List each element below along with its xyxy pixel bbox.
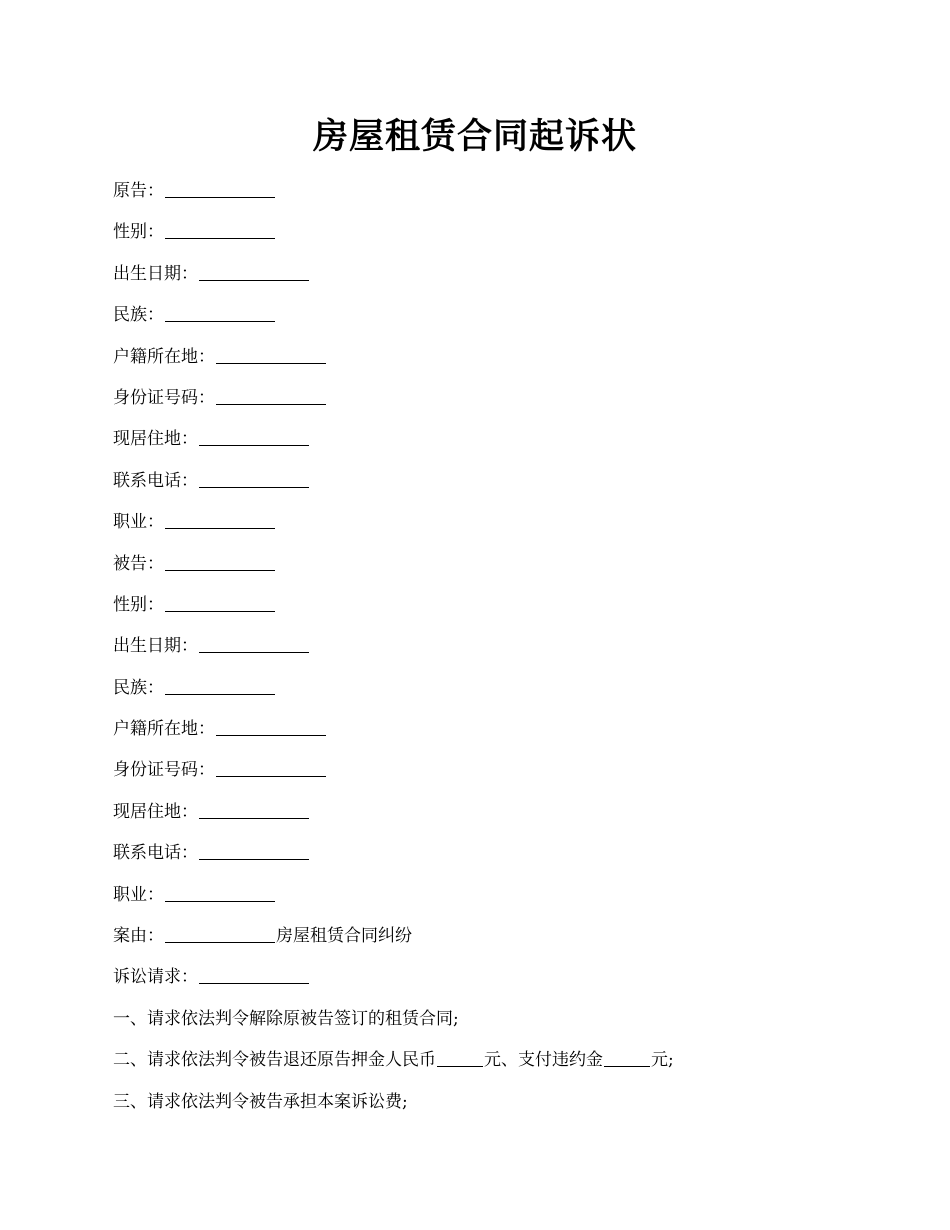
claim-item-2-text-b: 元、支付违约金 [484, 1050, 603, 1071]
case-cause-label: 案由： [113, 926, 164, 947]
claim-item-1-text: 一、请求依法判令解除原被告签订的租赁合同; [113, 1008, 459, 1029]
defendant-ethnicity-line [113, 674, 873, 715]
case-cause-blank [165, 922, 275, 943]
plaintiff-ethnicity-line [113, 301, 873, 342]
defendant-id-blank [216, 756, 326, 777]
deposit-amount-blank [437, 1046, 483, 1067]
defendant-address-label: 现居住地： [113, 801, 198, 822]
claims-label-line [113, 963, 873, 1004]
defendant-phone-line [113, 839, 873, 880]
plaintiff-ethnicity-label: 民族： [113, 305, 164, 326]
document-title: 房屋租赁合同起诉状 [312, 116, 637, 157]
plaintiff-phone-label: 联系电话： [113, 470, 198, 491]
plaintiff-hukou-line [113, 343, 873, 384]
plaintiff-address-line [113, 425, 873, 466]
defendant-name-blank [165, 550, 275, 571]
case-cause-line [113, 922, 873, 963]
defendant-phone-label: 联系电话： [113, 843, 198, 864]
defendant-job-line [113, 881, 873, 922]
defendant-gender-blank [165, 591, 275, 612]
defendant-hukou-label: 户籍所在地： [113, 719, 215, 740]
plaintiff-id-label: 身份证号码： [113, 387, 215, 408]
penalty-amount-blank [604, 1046, 650, 1067]
defendant-address-line [113, 798, 873, 839]
plaintiff-birth-label: 出生日期： [113, 263, 198, 284]
claim-item-2-text-c: 元; [651, 1050, 674, 1071]
defendant-id-label: 身份证号码： [113, 760, 215, 781]
plaintiff-gender-blank [165, 218, 275, 239]
plaintiff-hukou-blank [216, 343, 326, 364]
defendant-id-line [113, 756, 873, 797]
case-cause-suffix: 房屋租赁合同纠纷 [276, 926, 412, 947]
claim-item-2-text-a: 二、请求依法判令被告退还原告押金人民币 [113, 1050, 436, 1071]
defendant-address-blank [199, 798, 309, 819]
claim-item-3-text: 三、请求依法判令被告承担本案诉讼费; [113, 1091, 408, 1112]
claim-item-2 [113, 1046, 873, 1087]
defendant-gender-line [113, 591, 873, 632]
plaintiff-address-label: 现居住地： [113, 429, 198, 450]
defendant-job-blank [165, 881, 275, 902]
defendant-gender-label: 性别： [113, 594, 164, 615]
plaintiff-name-line [113, 177, 873, 218]
plaintiff-id-blank [216, 384, 326, 405]
plaintiff-hukou-label: 户籍所在地： [113, 346, 215, 367]
plaintiff-birth-line [113, 260, 873, 301]
defendant-birth-line [113, 632, 873, 673]
document-body [113, 177, 873, 1129]
plaintiff-phone-blank [199, 467, 309, 488]
claim-item-1 [113, 1005, 873, 1046]
plaintiff-name-blank [165, 177, 275, 198]
plaintiff-name-label: 原告： [113, 181, 164, 201]
plaintiff-gender-label: 性别： [113, 222, 164, 243]
plaintiff-phone-line [113, 467, 873, 508]
defendant-hukou-blank [216, 715, 326, 736]
plaintiff-birth-blank [199, 260, 309, 281]
plaintiff-job-blank [165, 508, 275, 529]
defendant-phone-blank [199, 839, 309, 860]
plaintiff-job-line [113, 508, 873, 549]
claims-label: 诉讼请求： [113, 967, 198, 988]
plaintiff-ethnicity-blank [165, 301, 275, 322]
defendant-hukou-line [113, 715, 873, 756]
plaintiff-address-blank [199, 425, 309, 446]
defendant-job-label: 职业： [113, 884, 164, 905]
claims-blank [199, 963, 309, 984]
claim-item-3 [113, 1088, 873, 1129]
defendant-birth-label: 出生日期： [113, 636, 198, 657]
defendant-birth-blank [199, 632, 309, 653]
defendant-name-line [113, 550, 873, 591]
plaintiff-id-line [113, 384, 873, 425]
plaintiff-gender-line [113, 218, 873, 259]
defendant-name-label: 被告： [113, 553, 164, 574]
defendant-ethnicity-blank [165, 674, 275, 695]
plaintiff-job-label: 职业： [113, 512, 164, 533]
defendant-ethnicity-label: 民族： [113, 677, 164, 698]
